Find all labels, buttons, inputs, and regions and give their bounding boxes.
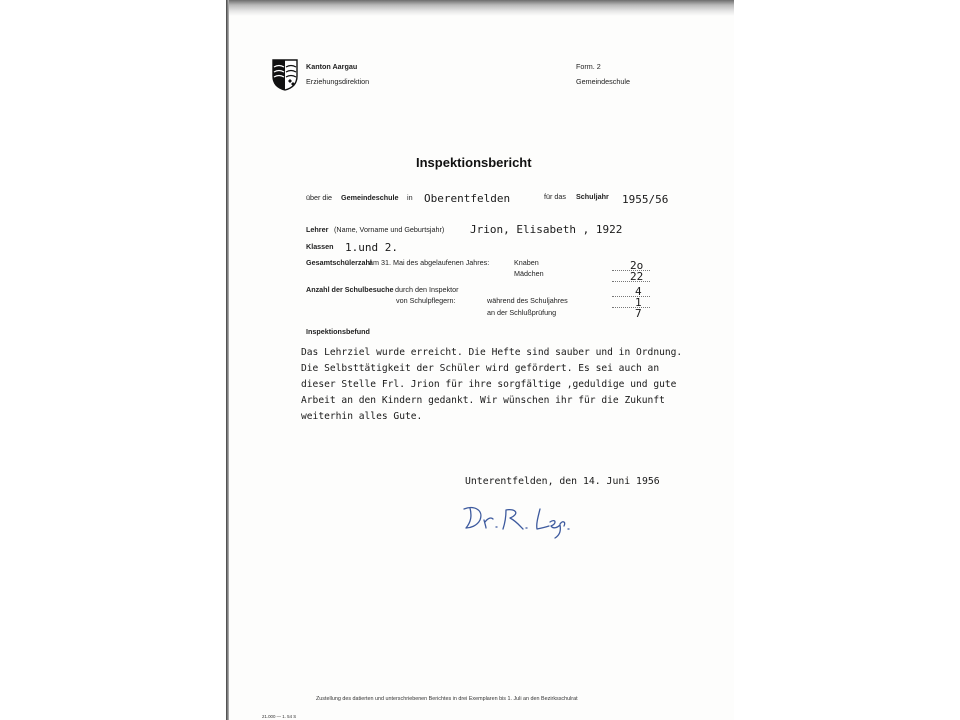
page-title: Inspektionsbericht	[416, 155, 532, 170]
scan-shadow-left	[226, 0, 229, 720]
pupil-count-label: Gesamtschülerzahl	[306, 258, 372, 267]
exam-label: an der Schlußprüfung	[487, 308, 557, 317]
form-number: Form. 2	[576, 62, 601, 71]
findings-line: dieser Stelle Frl. Jrion für ihre sorgfältige ,geduldige und gute	[301, 379, 677, 390]
handwritten-signature	[460, 500, 576, 540]
visits-label: Anzahl der Schulbesuche	[306, 285, 394, 294]
findings-line: Die Selbsttätigkeit der Schüler wird gefördert. Es sei auch an	[301, 363, 660, 374]
findings-line: weiterhin alles Gute.	[301, 411, 423, 422]
during-year-dotted-line	[612, 307, 650, 308]
findings-label: Inspektionsbefund	[306, 327, 370, 336]
place-and-date: Unterentfelden, den 14. Juni 1956	[465, 476, 660, 487]
footer-note: Zustellung des datierten und unterschriebenen Berichtes in drei Exemplaren bis 1. Juli an den Bezirksschulrat	[316, 696, 578, 702]
inspector-visits-value: 4	[635, 285, 642, 298]
department-name: Erziehungsdirektion	[306, 77, 370, 86]
girls-dotted-line	[612, 281, 650, 282]
findings-line: Das Lehrziel wurde erreicht. Die Hefte sind sauber und in Ordnung.	[301, 347, 683, 358]
pupil-count-hint: am 31. Mai des abgelaufenen Jahres:	[369, 258, 490, 267]
boys-dotted-line	[612, 270, 650, 271]
teacher-hint: (Name, Vorname und Geburtsjahr)	[334, 225, 445, 234]
classes-label: Klassen	[306, 242, 334, 251]
school-year-label: Schuljahr	[576, 192, 609, 201]
school-line-prefix: über die	[306, 193, 332, 202]
boys-count-value: 2o	[630, 259, 644, 272]
school-place-value: Oberentfelden	[424, 192, 511, 205]
caretakers-label: von Schulpflegern:	[396, 296, 456, 305]
aargau-coat-of-arms-icon	[272, 59, 298, 91]
findings-text	[301, 345, 682, 425]
school-line-in: in	[407, 193, 413, 202]
findings-line: Arbeit an den Kindern gedankt. Wir wünschen ihr für die Zukunft	[301, 395, 665, 406]
print-code: 21.000 — 1. 54 S	[262, 714, 297, 719]
exam-visits-value: 7	[635, 307, 642, 320]
during-year-label: während des Schuljahres	[487, 296, 568, 305]
boys-label: Knaben	[514, 258, 539, 267]
during-year-visits-value: 1	[635, 296, 642, 309]
school-type-label: Gemeindeschule	[341, 193, 399, 202]
girls-count-value: 22	[630, 270, 644, 283]
girls-label: Mädchen	[514, 269, 544, 278]
year-prefix: für das	[544, 192, 566, 201]
classes-value: 1.und 2.	[345, 241, 398, 254]
teacher-value: Jrion, Elisabeth , 1922	[470, 223, 623, 236]
school-year-value: 1955/56	[622, 193, 669, 206]
canton-name: Kanton Aargau	[306, 62, 358, 71]
scan-shadow-top	[226, 0, 734, 16]
form-type: Gemeindeschule	[576, 77, 630, 86]
inspector-label: durch den Inspektor	[395, 285, 459, 294]
teacher-label: Lehrer	[306, 225, 329, 234]
inspector-dotted-line	[612, 296, 650, 297]
